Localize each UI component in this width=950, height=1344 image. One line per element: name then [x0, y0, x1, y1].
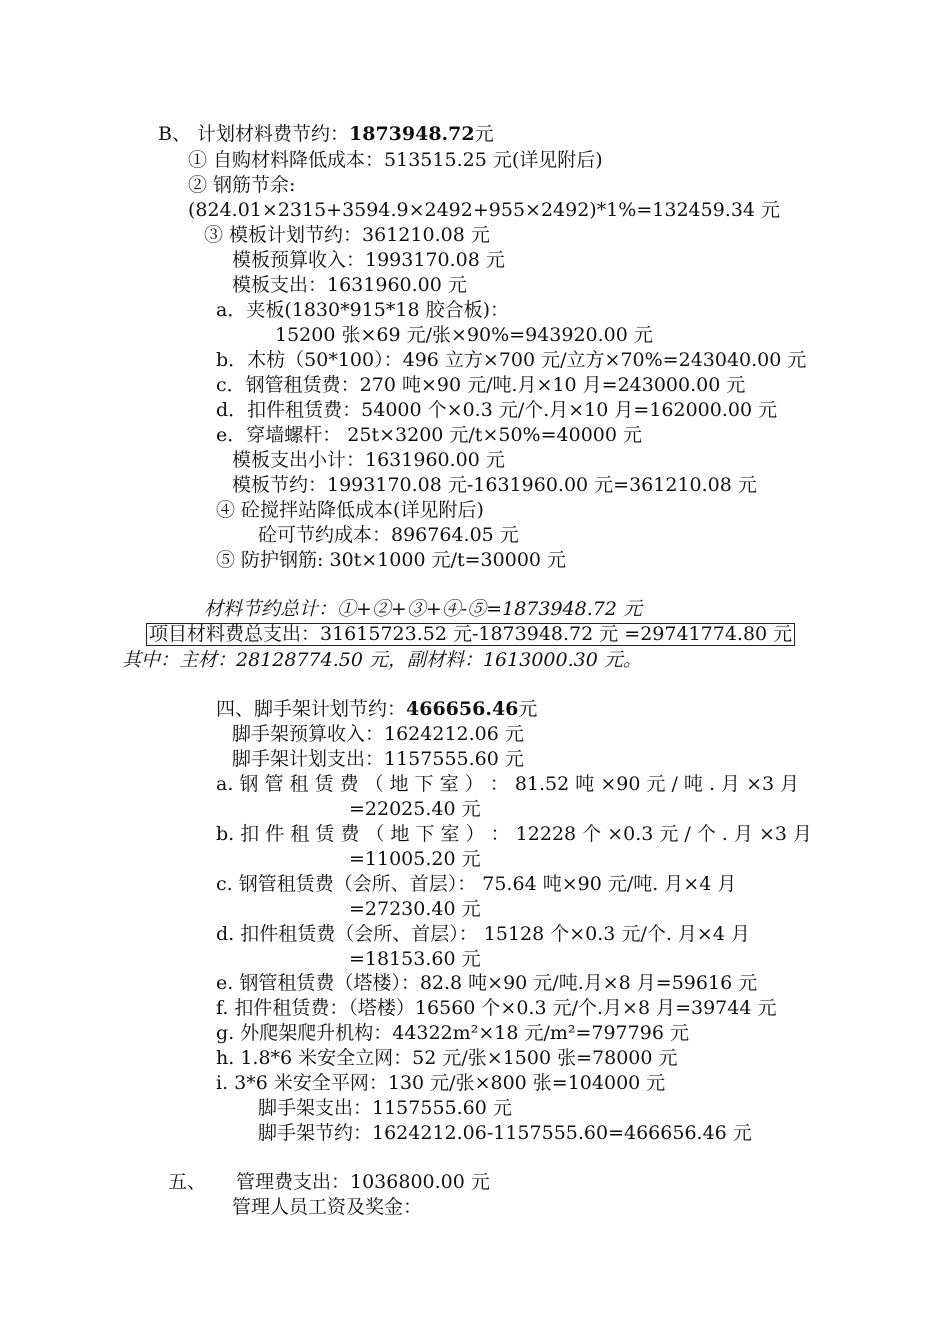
- item-2-rebar-saving: ② 钢筋节余:: [188, 174, 296, 196]
- section-5-heading: 管理费支出：1036800.00 元: [236, 1171, 490, 1193]
- item-4-concrete-station: ④ 砼搅拌站降低成本(详见附后): [216, 499, 484, 521]
- section-4-heading-amount: 466656.46: [406, 698, 519, 720]
- section-5-number: 五、: [168, 1171, 207, 1193]
- formwork-item-b: b．木枋（50*100）：496 立方×700 元/立方×70%=243040.00 元: [216, 349, 807, 371]
- scaffold-item-c-result: =27230.40 元: [349, 898, 481, 920]
- section-4-heading-unit: 元: [518, 698, 538, 720]
- section-b-heading-amount: 1873948.72: [349, 123, 475, 145]
- section-4-heading: [216, 697, 537, 722]
- scaffold-item-f: f. 扣件租赁费：（塔楼）16560 个×0.3 元/个.月×8 月=39744 元: [216, 997, 777, 1019]
- formwork-subtotal: 模板支出小计：1631960.00 元: [232, 449, 505, 471]
- formwork-item-d: d．扣件租赁费：54000 个×0.3 元/个.月×10 月=162000.00 元: [216, 399, 778, 421]
- formwork-item-c: c．钢管租赁费：270 吨×90 元/吨.月×10 月=243000.00 元: [216, 374, 746, 396]
- item-5-protective-rebar: ⑤ 防护钢筋: 30t×1000 元/t=30000 元: [216, 549, 567, 571]
- formwork-expense: 模板支出：1631960.00 元: [232, 274, 467, 296]
- section-b-heading: [158, 122, 494, 147]
- item-1-self-purchase: ① 自购材料降低成本：513515.25 元(详见附后): [188, 149, 603, 171]
- formwork-item-a-calc: 15200 张×69 元/张×90%=943920.00 元: [275, 324, 653, 346]
- material-saving-total: 材料节约总计：①+②+③+④-⑤=1873948.72 元: [204, 598, 642, 620]
- scaffold-item-e: e. 钢管租赁费（塔楼）：82.8 吨×90 元/吨.月×8 月=59616 元: [216, 972, 758, 994]
- formwork-saving-calc: 模板节约：1993170.08 元-1631960.00 元=361210.08 元: [232, 474, 757, 496]
- scaffold-saving: 脚手架节约：1624212.06-1157555.60=466656.46 元: [258, 1122, 752, 1144]
- item-3-formwork-saving: ③ 模板计划节约：361210.08 元: [204, 224, 490, 246]
- scaffold-item-a-result: =22025.40 元: [349, 798, 481, 820]
- formwork-item-a: a．夹板(1830*915*18 胶合板)：: [216, 299, 509, 321]
- scaffold-expense: 脚手架支出：1157555.60 元: [258, 1097, 512, 1119]
- material-breakdown: 其中：主材：28128774.50 元，副材料：1613000.30 元。: [122, 649, 642, 671]
- scaffold-item-b-result: =11005.20 元: [349, 848, 481, 870]
- scaffold-plan-expense: 脚手架计划支出：1157555.60 元: [232, 748, 524, 770]
- formwork-item-e: e．穿墙螺杆： 25t×3200 元/t×50%=40000 元: [216, 424, 642, 446]
- formwork-budget-income: 模板预算收入：1993170.08 元: [232, 249, 505, 271]
- scaffold-item-c: c. 钢管租赁费（会所、首层）： 75.64 吨×90 元/吨. 月×4 月: [216, 873, 737, 895]
- scaffold-item-b: b. 扣 件 租 赁 费 （ 地 下 室 ） ： 12228 个 ×0.3 元 / 个 . 月 ×3 月: [216, 823, 813, 845]
- scaffold-item-a: a. 钢 管 租 赁 费 （ 地 下 室 ） ： 81.52 吨 ×90 元 / 吨 . 月 ×3 月: [216, 773, 800, 795]
- concrete-saving: 砼可节约成本：896764.05 元: [258, 524, 519, 546]
- item-2-rebar-formula: (824.01×2315+3594.9×2492+955×2492)*1%=132459.34 元: [188, 199, 781, 221]
- section-4-heading-prefix: 四、脚手架计划节约：: [216, 698, 407, 720]
- section-b-heading-prefix: B、 计划材料费节约：: [158, 123, 350, 145]
- section-5-subheading: 管理人员工资及奖金：: [232, 1196, 423, 1218]
- scaffold-item-g: g. 外爬架爬升机构：44322m²×18 元/m²=797796 元: [216, 1022, 689, 1044]
- section-b-heading-unit: 元: [474, 123, 494, 145]
- scaffold-item-h: h. 1.8*6 米安全立网：52 元/张×1500 张=78000 元: [216, 1047, 678, 1069]
- scaffold-item-d-result: =18153.60 元: [349, 948, 481, 970]
- scaffold-item-i: i. 3*6 米安全平网：130 元/张×800 张=104000 元: [216, 1072, 666, 1094]
- scaffold-item-d: d. 扣件租赁费（会所、首层）： 15128 个×0.3 元/个. 月×4 月: [216, 923, 750, 945]
- project-material-total-box: 项目材料费总支出：31615723.52 元-1873948.72 元 =29741774.80 元: [146, 623, 795, 646]
- scaffold-budget-income: 脚手架预算收入：1624212.06 元: [232, 723, 524, 745]
